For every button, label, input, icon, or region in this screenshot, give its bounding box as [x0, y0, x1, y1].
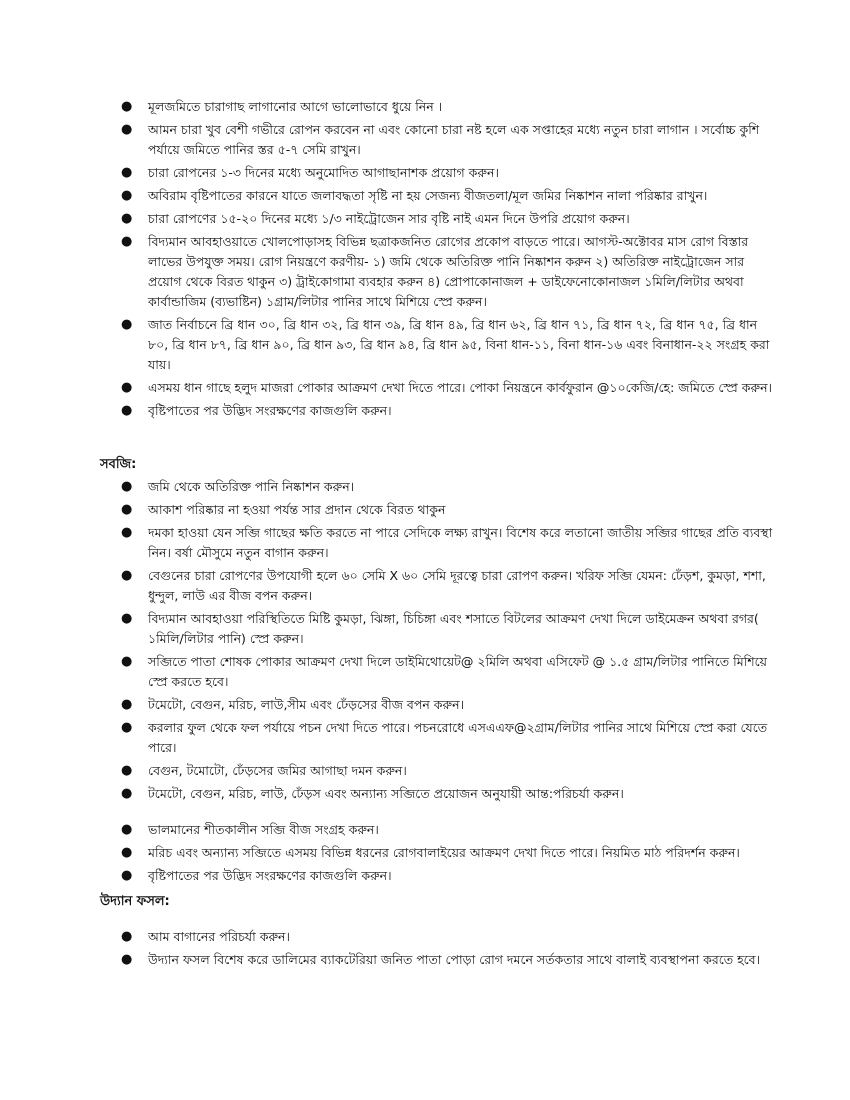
bullet-icon: ●: [121, 479, 133, 494]
list-item: ● করলার ফুল থেকে ফল পর্যায়ে পচন দেখা দিতে পারে। পচনরোধে এসএএফ@২গ্রাম/লিটার পানির সাথে মিশিয়ে স্প্রে করা যেতে পারে।: [121, 720, 768, 755]
list-item: ● অবিরাম বৃষ্টিপাতের কারনে যাতে জলাবদ্ধতা সৃষ্টি না হয় সেজন্য বীজতলা/মূল জমির নিষ্কাশন নালা পরিষ্কার রাখুন।: [0, 186, 850, 206]
bullet-icon: ●: [121, 211, 133, 226]
bullet-icon: ●: [121, 234, 133, 249]
bullet-icon: ●: [121, 403, 133, 418]
bullet-icon: ●: [121, 502, 133, 517]
bullet-icon: ●: [121, 952, 133, 967]
bullet-icon: ●: [121, 317, 133, 332]
bullet-icon: ●: [121, 122, 133, 137]
bullet-icon: ●: [121, 697, 133, 712]
list-item: ● বৃষ্টিপাতের পর উদ্ভিদ সংরক্ষণের কাজগুলি করুন।: [0, 866, 850, 886]
bullet-icon: ●: [121, 822, 133, 837]
list-item: ● বেগুন, টমোটো, ঢেঁড়সের জমির আগাছা দমন করুন।: [0, 761, 850, 781]
bullet-icon: ●: [121, 568, 133, 583]
bullet-icon: ●: [121, 611, 133, 626]
bullet-icon: ●: [121, 380, 133, 395]
bullet-icon: ●: [121, 763, 133, 778]
vegetables-heading: সবজি:: [100, 457, 137, 472]
bullet-icon: ●: [121, 929, 133, 944]
list-item: ● বৃষ্টিপাতের পর উদ্ভিদ সংরক্ষণের কাজগুলি করুন।: [0, 401, 850, 421]
list-item: ● জমি থেকে অতিরিক্ত পানি নিষ্কাশন করুন।: [0, 477, 850, 497]
horticulture-heading: উদ্যান ফসল:: [100, 894, 170, 909]
list-item: ● টমেটো, বেগুন, মরিচ, লাউ,সীম এবং ঢেঁড়সের বীজ বপন করুন।: [0, 695, 850, 715]
list-item: ● উদ্যান ফসল বিশেষ করে ডালিমের ব্যাকটেরিয়া জনিত পাতা পোড়া রোগ দমনে সর্তকতার সাথে বালাই ব্যবস্থাপনা করতে হবে।: [0, 950, 850, 970]
list-item: ● টমেটো, বেগুন, মরিচ, লাউ, ঢেঁড়স এবং অন্যান্য সব্জিতে প্রয়োজন অনুযায়ী আন্ত:পরিচর্যা করুন।: [0, 784, 850, 804]
list-item: ● মরিচ এবং অন্যান্য সব্জিতে এসময় বিভিন্ন ধরনের রোগবালাইয়ের আক্রমণ দেখা দিতে পারে। নিয়মিত মাঠ পরিদর্শন করুন।: [0, 843, 850, 863]
list-item: ● দমকা হাওয়া যেন সব্জি গাছের ক্ষতি করতে না পারে সেদিকে লক্ষ্য রাখুন। বিশেষ করে লতানো জাতীয় সব্জির গাছের প্রতি ব্যবস্থা নিন। বর্ষা মৌসুমে নতুন বাগান করুন।: [121, 525, 773, 560]
vegetables-advice-list-continued: [0, 820, 850, 889]
bullet-icon: ●: [121, 525, 133, 540]
bullet-icon: ●: [121, 165, 133, 180]
list-item: ● বিদ্যমান আবহাওয়াতে খোলপোড়াসহ বিভিন্ন ছত্রাকজনিত রোগের প্রকোপ বাড়তে পারে। আগস্ট-অক্টোবর মাস রোগ বিস্তার লাভের উপযুক্ত সময়। রোগ নিয়ন্ত্রণে করণীয়- ১) জমি থেকে অতিরিক্ত পানি নিষ্কাশন করুন ২) অতিরিক্ত নাইট্রোজেন সার প্রয়োগ থেকে বিরত থাকুন ৩) ট্রাইকোগামা ব্যবহার করুন ৪) প্রোপাকোনাজল + ডাইফেনোকোনাজল ১মিলি/লিটার অথবা কার্বান্ডাজিম (ব্যভাষ্টিন) ১গ্রাম/লিটার পানির সাথে মিশিয়ে স্প্রে করুন।: [121, 234, 749, 309]
list-item: ● ভালমানের শীতকালীন সব্জি বীজ সংগ্রহ করুন।: [0, 820, 850, 840]
list-item: ● জাত নির্বাচনে ব্রি ধান ৩০, ব্রি ধান ৩২, ব্রি ধান ৩৯, ব্রি ধান ৪৯, ব্রি ধান ৬২, ব্রি ধান ৭১, ব্রি ধান ৭২, ব্রি ধান ৭৫, ব্রি ধান ৮০, ব্রি ধান ৮৭, ব্রি ধান ৯০, ব্রি ধান ৯৩, ব্রি ধান ৯৪, ব্রি ধান ৯৫, বিনা ধান-১১, বিনা ধান-১৬ এবং বিনাধান-২২ সংগ্রহ করা যায়।: [121, 317, 770, 372]
bullet-icon: ●: [121, 868, 133, 883]
list-item: ● বেগুনের চারা রোপণের উপযোগী হলে ৬০ সেমি X ৬০ সেমি দূরত্বে চারা রোপণ করুন। খরিফ সব্জি যেমন: ঢেঁড়শ, কুমড়া, শশা, ধুন্দুল, লাউ এর বীজ বপন করুন।: [121, 568, 766, 603]
list-item: ● আমন চারা খুব বেশী গভীরে রোপন করবেন না এবং কোনো চারা নষ্ট হলে এক সপ্তাহের মধ্যে নতুন চারা লাগান । সর্বোচ্চ কুশি পর্যায়ে জমিতে পানির স্তর ৫-৭ সেমি রাখুন।: [121, 122, 760, 157]
bullet-icon: ●: [121, 845, 133, 860]
list-item: ● চারা রোপণের ১৫-২০ দিনের মধ্যে ১/৩ নাইট্রোজেন সার বৃষ্টি নাই এমন দিনে উপরি প্রয়োগ করুন।: [0, 209, 850, 229]
horticulture-advice-list: [0, 927, 850, 973]
list-item: ● চারা রোপনের ১-৩ দিনের মধ্যে অনুমোদিত আগাছানাশক প্রয়োগ করুন।: [0, 163, 850, 183]
vegetables-advice-list: [0, 477, 850, 807]
rice-advice-list: [0, 97, 850, 424]
list-item: ● আম বাগানের পরিচর্যা করুন।: [0, 927, 850, 947]
list-item: ● এসময় ধান গাছে হলুদ মাজরা পোকার আক্রমণ দেখা দিতে পারে। পোকা নিয়ন্ত্রনে কার্বফুরান @১০কেজি/হে: জমিতে স্প্রে করুন।: [0, 378, 850, 398]
bullet-icon: ●: [121, 720, 133, 735]
list-item: ● বিদ্যমান আবহাওয়া পরিস্থিতিতে মিষ্টি কুমড়া, ঝিঙ্গা, চিচিঙ্গা এবং শসাতে বিটলের আক্রমণ দেখা দিলে ডাইমেক্রন অথবা রগর( ১মিলি/লিটার পানি) স্প্রে করুন।: [121, 611, 759, 646]
bullet-icon: ●: [121, 786, 133, 801]
bullet-icon: ●: [121, 99, 133, 114]
bullet-icon: ●: [121, 188, 133, 203]
list-item: ● আকাশ পরিষ্কার না হওয়া পর্যন্ত সার প্রদান থেকে বিরত থাকুন: [0, 500, 850, 520]
list-item: ● সব্জিতে পাতা শোষক পোকার আক্রমণ দেখা দিলে ডাইমিথোয়েট@ ২মিলি অথবা এসিফেট @ ১.৫ গ্রাম/লিটার পানিতে মিশিয়ে স্প্রে করতে হবে।: [121, 654, 768, 689]
list-item: ● মূলজমিতে চারাগাছ লাগানোর আগে ভালোভাবে ধুয়ে নিন ।: [0, 97, 850, 117]
bullet-icon: ●: [121, 654, 133, 669]
